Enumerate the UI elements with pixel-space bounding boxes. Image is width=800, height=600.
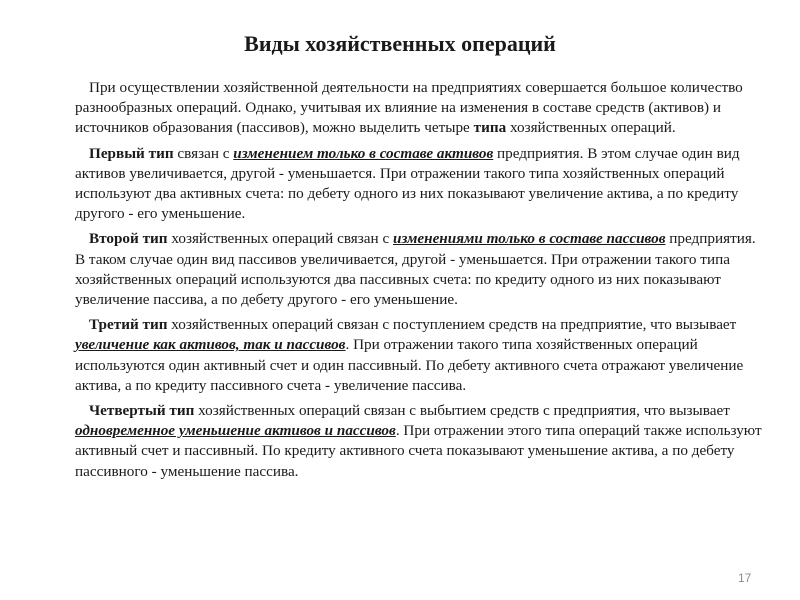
intro-paragraph (75, 78, 765, 139)
type2-emphasis: изменениями только в составе пассивов (393, 230, 666, 248)
type3-lead: Третий тип (89, 316, 168, 334)
type3-text-2: . При отражении такого типа хозяйственных операций используются один активный счет и один пассивный. По дебету активного счета отражают увеличение актива, а по кредиту пассивного счета - увеличение пассива. (75, 336, 744, 394)
type1-text-2: предприятия. В этом случае один вид активов увеличивается, другой - уменьшается. При отражении такого типа хозяйственных операций используют два активных счета: по дебету одного из них показывают увеличение актива, а по кредиту другого - его уменьшение. (75, 144, 740, 223)
type2-text-1: хозяйственных операций связан с (167, 230, 393, 248)
intro-text-after: хозяйственных операций. (506, 119, 676, 137)
type4-text-2: . При отражении этого типа операций также используют активный счет и пассивный. По кредиту активного счета показывают уменьшение актива, а по дебету пассивного - уменьшение пассива. (75, 422, 762, 480)
intro-bold-word: типа (473, 119, 507, 137)
page-number: 17 (738, 571, 752, 585)
type1-emphasis: изменением только в составе активов (233, 144, 494, 162)
type1-paragraph (75, 144, 765, 225)
type4-lead: Четвертый тип (89, 402, 195, 420)
type3-paragraph (75, 315, 765, 396)
type2-paragraph (75, 229, 765, 310)
type4-emphasis: одновременное уменьшение активов и пассивов (75, 422, 396, 440)
type3-emphasis: увеличение как активов, так и пассивов (75, 336, 346, 354)
type3-text-1: хозяйственных операций связан с поступлением средств на предприятие, что вызывает (167, 316, 737, 334)
type2-text-2: предприятия. В таком случае один вид пассивов увеличивается, другой - уменьшается. При отражении такого типа хозяйственных операций используются два пассивных счета: по кредиту одного из них показывают увеличение пассива, а по дебету другого - его уменьшение. (75, 230, 756, 309)
type2-lead: Второй тип (89, 230, 168, 248)
intro-text-before: При осуществлении хозяйственной деятельности на предприятиях совершается большое количество разнообразных операций. Однако, учитывая их влияние на изменения в составе средств (активов) и источников образования (пассивов), можно выделить четыре (75, 79, 743, 137)
type1-text-1: связан с (173, 144, 234, 162)
type1-lead: Первый тип (89, 144, 174, 162)
body-text (75, 78, 765, 487)
page-title: Виды хозяйственных операций (244, 31, 556, 56)
type4-text-1: хозяйственных операций связан с выбытием средств с предприятия, что вызывает (194, 402, 730, 420)
type4-paragraph (75, 401, 765, 482)
